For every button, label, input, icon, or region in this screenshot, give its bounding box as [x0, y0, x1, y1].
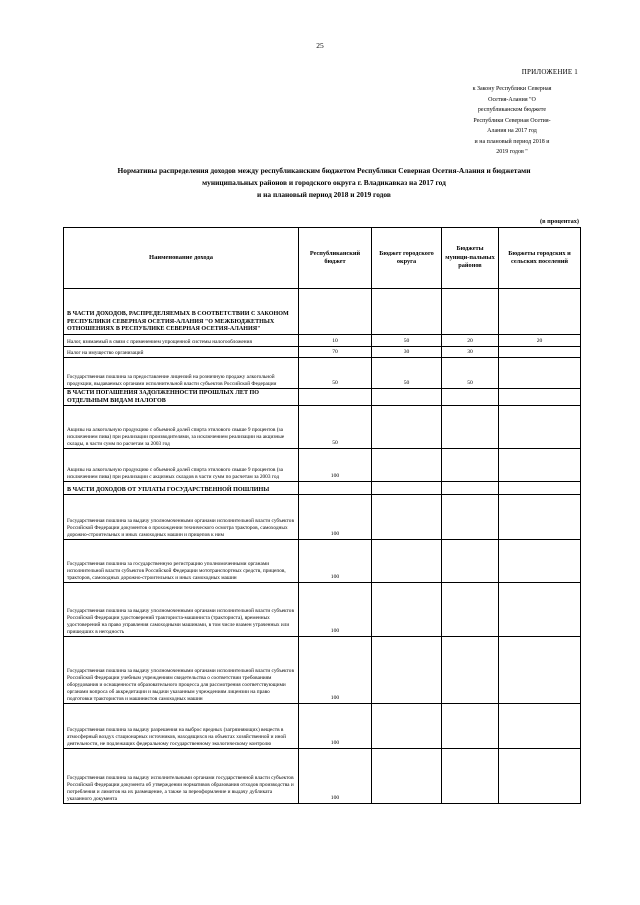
percent-cell — [372, 637, 442, 704]
percent-cell — [499, 389, 581, 406]
percent-cell: 100 — [299, 637, 372, 704]
table-header-row — [64, 228, 581, 289]
table-row — [64, 449, 581, 482]
table-row — [64, 704, 581, 749]
appendix-subtitle-line: к Закону Республики Северная — [472, 86, 552, 92]
percent-cell — [499, 637, 581, 704]
percent-cell — [442, 637, 499, 704]
percent-cell — [499, 347, 581, 358]
percent-cell — [442, 482, 499, 495]
percent-cell — [499, 540, 581, 583]
percent-cell: 70 — [299, 347, 372, 358]
appendix-subtitle-line: и на плановый период 2018 и — [474, 138, 550, 145]
income-name-cell: Государственная пошлина за государственную регистрацию уполномоченными органами исполнительной власти субъектов Российской Федерации мототранспортных средств, прицепов, тракторов, самоходных дорожно-строительных и иных самоходных машин — [64, 540, 299, 583]
income-name-cell: Государственная пошлина за выдачу уполномоченными органами исполнительной власти субъектов Российской Федерации документов о прохождении технического осмотра тракторов, самоходных дорожно-строительных и иных самоходных машин и прицепов к ним — [64, 495, 299, 540]
percent-cell — [499, 358, 581, 389]
appendix-subtitle — [440, 84, 584, 158]
table-row — [64, 749, 581, 804]
percent-cell — [299, 482, 372, 495]
percent-cell: 50 — [299, 406, 372, 449]
income-name-cell: Акцизы на алкогольную продукцию с объемной долей спирта этилового свыше 9 процентов (за исключением пива) при реализации с акцизных складов в части сумм по расчетам за 2003 год — [64, 449, 299, 482]
percent-cell: 100 — [299, 449, 372, 482]
appendix-subtitle-line: 2019 годов " — [496, 149, 528, 155]
percent-cell — [299, 289, 372, 335]
percent-cell: 50 — [442, 358, 499, 389]
appendix-title: ПРИЛОЖЕНИЕ 1 — [521, 68, 578, 76]
income-name-cell: Государственная пошлина за выдачу уполномоченными органами исполнительной власти субъектов Российской Федерации учебным учреждениям свидетельства о соответствии требованиям оборудования и оснащенности образовательного процесса для рассмотрения соответствующими органами вопроса об аккредитации и выдачи указанным учреждениям лицензии на право подготовки трактористов и машинистов самоходных машин — [64, 637, 299, 704]
income-name-cell: Государственная пошлина за выдачу уполномоченными органами исполнительной власти субъектов Российской Федерации удостоверений тракториста-машиниста (тракториста), временных удостоверений на право управления самоходными машинами, в том числе взамен утраченных или пришедших в негодность — [64, 583, 299, 637]
table-row — [64, 583, 581, 637]
percent-cell — [442, 289, 499, 335]
document-title-line: и на плановый период 2018 и 2019 годов — [257, 190, 391, 199]
percent-cell — [499, 289, 581, 335]
appendix-subtitle-line: республиканском бюджете — [477, 107, 547, 113]
document-title — [40, 165, 608, 201]
units-label: (в процентах) — [540, 218, 579, 225]
percent-cell — [372, 482, 442, 495]
percent-cell — [499, 495, 581, 540]
percent-cell: 100 — [299, 540, 372, 583]
percent-cell: 100 — [299, 583, 372, 637]
percent-cell: 100 — [299, 749, 372, 804]
table-row — [64, 406, 581, 449]
income-name-cell: Государственная пошлина за выдачу исполнительными органами государственной власти субъектов Российской Федерации документа об утверждении нормативов образования отходов производства и потребления и лимитов на их размещение, а также за переоформление и выдачу дубликата указанного документа — [64, 749, 299, 804]
percent-cell — [499, 704, 581, 749]
percent-cell — [442, 495, 499, 540]
section-heading: В ЧАСТИ ПОГАШЕНИЯ ЗАДОЛЖЕННОСТИ ПРОШЛЫХ ЛЕТ ПО ОТДЕЛЬНЫМ ВИДАМ НАЛОГОВ — [64, 389, 299, 406]
percent-cell: 100 — [299, 704, 372, 749]
appendix-subtitle-line: Республики Северная Осетия- — [473, 117, 551, 124]
percent-cell — [372, 406, 442, 449]
table-row — [64, 335, 581, 347]
percent-cell — [372, 289, 442, 335]
section-heading: В ЧАСТИ ДОХОДОВ, РАСПРЕДЕЛЯЕМЫХ В СООТВЕТСТВИИ С ЗАКОНОМ РЕСПУБЛИКИ СЕВЕРНАЯ ОСЕТИЯ-АЛАНИЯ "О МЕЖБЮДЖЕТНЫХ ОТНОШЕНИЯХ В РЕСПУБЛИКЕ СЕВЕРНАЯ ОСЕТИЯ-АЛАНИЯ" — [64, 289, 299, 335]
column-header-municipal-district-budgets: Бюджеты муници-пальных районов — [442, 228, 499, 289]
percent-cell — [372, 389, 442, 406]
page-number: 25 — [316, 41, 324, 50]
document-title-line: муниципальных районов и городского округа г. Владикавказ на 2017 год — [202, 178, 446, 187]
table-row — [64, 495, 581, 540]
percent-cell: 100 — [299, 495, 372, 540]
percent-cell — [372, 540, 442, 583]
column-header-republic-budget: Республиканский бюджет — [299, 228, 372, 289]
income-name-cell: Акцизы на алкогольную продукцию с объемной долей спирта этилового свыше 9 процентов (за исключением пива) при реализации производителями, за исключением реализации на акцизные склады, в части сумм по расчетам за 2003 год — [64, 406, 299, 449]
percent-cell: 20 — [499, 335, 581, 347]
percent-cell — [499, 449, 581, 482]
percent-cell — [499, 583, 581, 637]
percent-cell — [372, 583, 442, 637]
percent-cell — [442, 704, 499, 749]
income-name-cell: Налог, взимаемый в связи с применением упрощенной системы налогообложения — [64, 335, 299, 347]
percent-cell — [372, 495, 442, 540]
percent-cell — [372, 749, 442, 804]
percent-cell — [372, 704, 442, 749]
percent-cell: 50 — [372, 358, 442, 389]
percent-cell — [442, 406, 499, 449]
column-header-settlement-budgets: Бюджеты городских и сельских поселений — [499, 228, 581, 289]
percent-cell — [442, 749, 499, 804]
appendix-subtitle-line: Осетия-Алания "О — [488, 96, 536, 103]
percent-cell: 50 — [299, 358, 372, 389]
table-row — [64, 540, 581, 583]
document-title-line: Нормативы распределения доходов между республиканским бюджетом Республики Северная Осетия-Алания и бюджетами — [117, 166, 531, 175]
table-row — [64, 637, 581, 704]
percent-cell: 30 — [372, 347, 442, 358]
section-row — [64, 389, 581, 406]
percent-cell — [442, 449, 499, 482]
column-header-city-district-budget: Бюджет городского округа — [372, 228, 442, 289]
income-name-cell: Государственная пошлина за выдачу разрешения на выброс вредных (загрязняющих) веществ в атмосферный воздух стационарных источников, находящихся на объектах хозяйственной и иной деятельности, не подлежащих федеральному государственному экологическому контролю — [64, 704, 299, 749]
column-header-income-name: Наименование дохода — [64, 228, 299, 289]
percent-cell: 30 — [442, 347, 499, 358]
percent-cell: 10 — [299, 335, 372, 347]
appendix-subtitle-line: Алания на 2017 год — [487, 128, 537, 134]
revenue-distribution-table — [63, 227, 581, 804]
section-row — [64, 289, 581, 335]
percent-cell — [499, 406, 581, 449]
section-row — [64, 482, 581, 495]
percent-cell: 50 — [372, 335, 442, 347]
percent-cell — [499, 482, 581, 495]
section-heading: В ЧАСТИ ДОХОДОВ ОТ УПЛАТЫ ГОСУДАРСТВЕННОЙ ПОШЛИНЫ — [64, 482, 299, 495]
percent-cell — [372, 449, 442, 482]
percent-cell — [442, 583, 499, 637]
income-name-cell: Государственная пошлина за предоставление лицензий на розничную продажу алкогольной продукции, выдаваемых органами исполнительной власти субъектов Российской Федерации — [64, 358, 299, 389]
percent-cell: 20 — [442, 335, 499, 347]
table-row — [64, 358, 581, 389]
income-name-cell: Налог на имущество организаций — [64, 347, 299, 358]
table-row — [64, 347, 581, 358]
percent-cell — [442, 540, 499, 583]
percent-cell — [299, 389, 372, 406]
percent-cell — [499, 749, 581, 804]
percent-cell — [442, 389, 499, 406]
